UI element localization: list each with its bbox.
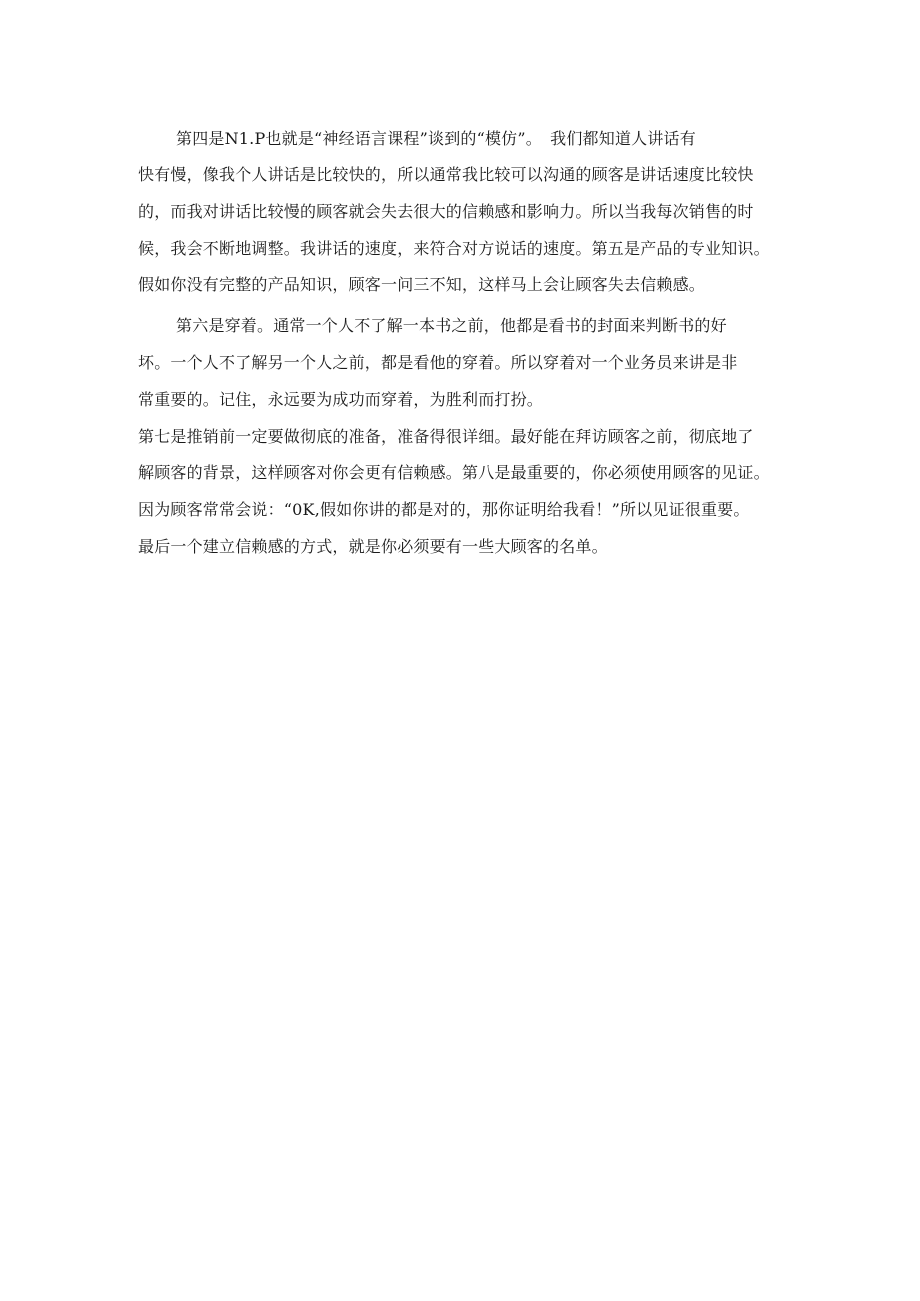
text-line: 因为顾客常常会说：“0K,假如你讲的都是对的，那你证明给我看！”所以见证很重要。 (138, 500, 750, 519)
text-line: 第四是N1.P也就是“神经语言课程”谈到的“模仿”。 我们都知道人讲话有 (176, 129, 696, 148)
text-line: 第六是穿着。通常一个人不了解一本书之前，他都是看书的封面来判断书的好 (176, 316, 727, 335)
text-line: 候，我会不断地调整。我讲话的速度，来符合对方说话的速度。第五是产品的专业知识。 (138, 239, 770, 258)
text-line: 第七是推销前一定要做彻底的准备，准备得很详细。最好能在拜访顾客之前，彻底地了 (138, 427, 754, 446)
text-line: 解顾客的背景，这样顾客对你会更有信赖感。第八是最重要的，你必须使用顾客的见证。 (138, 463, 770, 482)
text-line: 坏。一个人不了解另一个人之前，都是看他的穿着。所以穿着对一个业务员来讲是非 (138, 353, 738, 372)
text-line: 快有慢，像我个人讲话是比较快的，所以通常我比较可以沟通的顾客是讲话速度比较快 (138, 165, 754, 184)
text-line: 最后一个建立信赖感的方式，就是你必须要有一些大顾客的名单。 (138, 537, 608, 556)
text-line: 假如你没有完整的产品知识，顾客一问三不知，这样马上会让顾客失去信赖感。 (138, 275, 706, 294)
text-line: 常重要的。记住，永远要为成功而穿着，为胜利而打扮。 (138, 390, 544, 409)
text-line: 的，而我对讲话比较慢的顾客就会失去很大的信赖感和影响力。所以当我每次销售的时 (138, 202, 754, 221)
